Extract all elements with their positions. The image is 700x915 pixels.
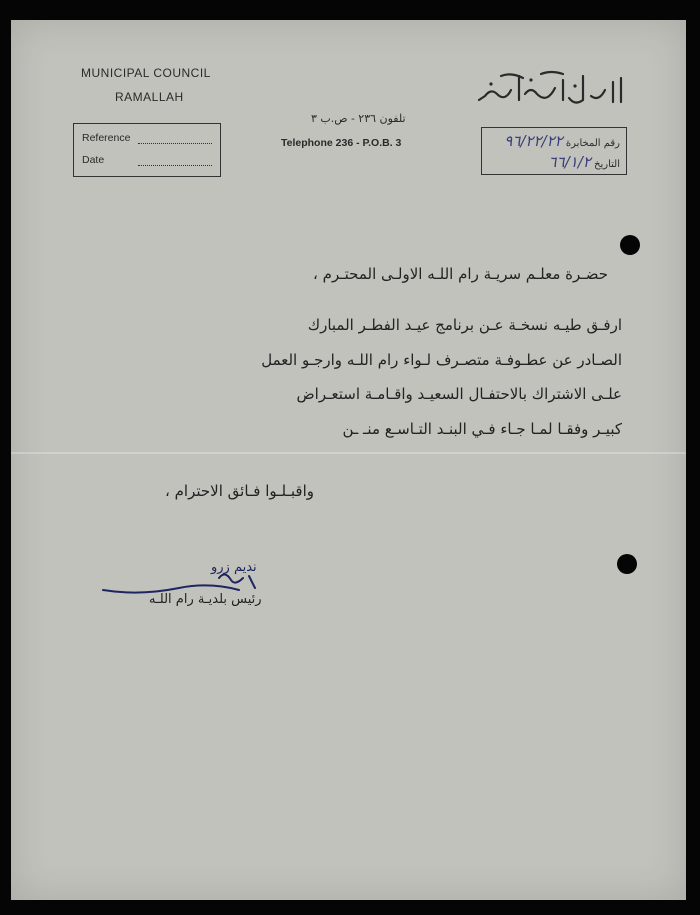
date-dotted-line <box>138 165 212 166</box>
arabic-ref-label: رقم المخابرة <box>565 138 620 149</box>
arabic-reference-box <box>481 127 627 175</box>
reference-box <box>73 123 221 177</box>
body-line-4: كبيـر وفقـا لمـا جـاء فـي البنـد التـاسـع منـ ـن <box>342 420 622 438</box>
arabic-date-value: ٦٦/١/٢ <box>548 153 591 171</box>
letterhead-en-city: RAMALLAH <box>115 90 184 104</box>
body-line-1: ارفـق طيـه نسخـة عـن برنامج عيـد الفطـر المبارك <box>307 316 622 334</box>
arabic-ref-row <box>504 132 620 150</box>
closing-line: واقبـلـوا فـائق الاحترام ، <box>165 482 314 500</box>
salutation: حضـرة معلـم سريـة رام اللـه الاولـى المحتـرم ، <box>313 265 608 283</box>
municipality-calligraphy-logo <box>471 68 631 108</box>
arabic-date-row <box>549 153 621 171</box>
punch-hole <box>617 554 637 574</box>
reference-dotted-line <box>138 143 212 144</box>
punch-hole <box>620 235 640 255</box>
telephone-ar: تلفون ٢٣٦ - ص.ب ٣ <box>311 112 406 125</box>
fold-line <box>11 452 686 454</box>
reference-label: Reference <box>82 132 131 144</box>
body-line-3: علـى الاشتراك بالاحتفـال السعيـد واقـامـة استعـراض <box>296 385 622 403</box>
arabic-ref-value: ٩٦/٢٢/٢٢ <box>504 132 563 150</box>
body-line-2: الصـادر عن عطـوفـة متصـرف لـواء رام اللـه وارجـو العمل <box>261 351 622 369</box>
date-label: Date <box>82 154 105 166</box>
telephone-en: Telephone 236 - P.O.B. 3 <box>281 137 402 149</box>
signature-name: نديم زرو <box>211 560 257 575</box>
arabic-date-label: التاريخ <box>594 159 620 170</box>
letterhead-en-title: MUNICIPAL COUNCIL <box>81 66 211 80</box>
signature-title: رئيس بلديـة رام اللـه <box>149 592 262 607</box>
letter-page <box>11 20 686 900</box>
